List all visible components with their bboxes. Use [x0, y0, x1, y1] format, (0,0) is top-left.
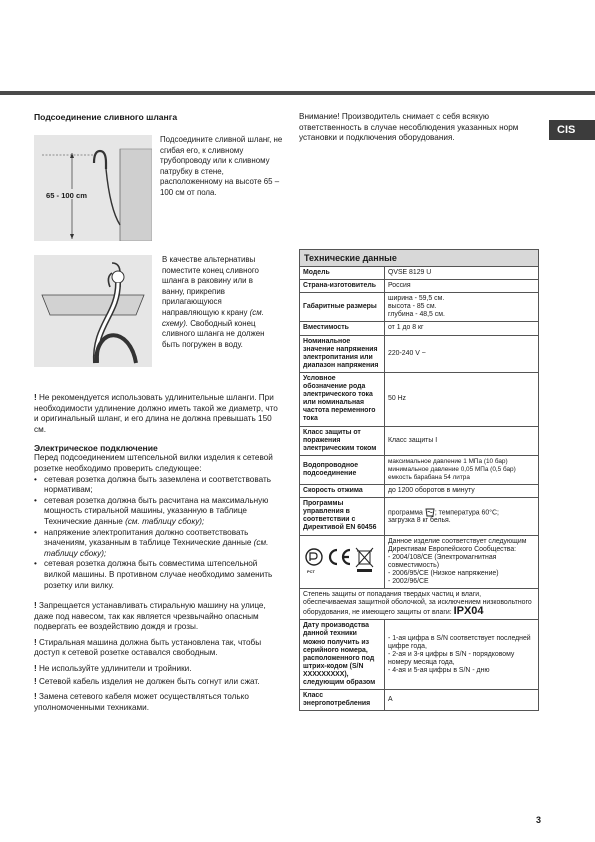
spec-key: Вместимость [300, 322, 385, 335]
spec-key: Дату производства данной техники можно получить из серийного номера, расположенного под штрих-кодом (S/N XXXXXXXXX), следующим образом [300, 620, 385, 690]
spec-key: Скорость отжима [300, 485, 385, 498]
spec-key: Водопроводное подсоединение [300, 455, 385, 484]
socket-access-warning-text: Стиральная машина должна быть установлена так, чтобы доступ к сетевой розетке оставался свободным. [34, 637, 262, 658]
sink-illustration [34, 255, 152, 367]
spec-key: Габаритные размеры [300, 293, 385, 322]
water-max-pressure: максимальное давление 1 МПа (10 бар) [388, 457, 508, 465]
spec-value: A [385, 690, 539, 711]
spec-key: Модель [300, 267, 385, 280]
ip-text: Степень защиты от попадания твердых частиц и влаги, обеспечиваемая защитной оболочкой, за исключением низковольтного оборудования, не имеющего защиты от влаги: [303, 591, 532, 617]
program-label: программа [388, 508, 423, 516]
table-row [300, 335, 539, 372]
ip-code: IPX04 [453, 605, 484, 618]
table-row [300, 485, 539, 498]
drain-instruction-2-italic: (см. схему). [162, 307, 264, 328]
table-row [300, 426, 539, 455]
spec-value [385, 535, 539, 589]
spec-value: QVSE 8129 U [385, 267, 539, 280]
left-column [34, 112, 284, 718]
table-row [300, 690, 539, 711]
ce-directive-emc: - 2004/108/CE (Электромагнитная совместимость) [388, 553, 497, 569]
table-row [300, 280, 539, 293]
spec-value: 220-240 V ~ [385, 335, 539, 372]
cable-bend-warning [34, 677, 284, 688]
warning-icon: ! [34, 664, 37, 674]
extension-cord-warning-text: Не используйте удлинители и тройники. [39, 664, 192, 674]
table-row [300, 293, 539, 322]
extension-warning-text: Не рекомендуется использовать удлинительные шланги. При необходимости удлинение должно иметь такой же диаметр, что и оригинальный шланг, и его длина не должна превышать 150 см. [34, 393, 278, 434]
ce-mark-icon [330, 550, 350, 564]
list-item: • сетевая розетка должна быть совместима штепсельной вилкой машины. В противном случае необходимо заменить розетку или вилку. [34, 559, 273, 590]
pct-code: PCT [307, 569, 315, 575]
ce-directive-weee: - 2002/96/CE [388, 578, 429, 585]
ce-directive-lv: - 2006/95/CE (Низкое напряжение) [388, 569, 499, 577]
drain-figure-1 [34, 135, 284, 249]
right-column [299, 112, 539, 708]
dim-depth: глубина - 48,5 см. [388, 311, 445, 319]
certification-logos [303, 545, 377, 575]
table-row [300, 322, 539, 335]
list-item: • сетевая розетка должна быть расчитана на максимальную мощность стиральной машины, указанную в таблице Технические данные (см. таблицу сбоку); [34, 495, 269, 526]
table-row [300, 455, 539, 484]
spec-value [385, 293, 539, 322]
dim-height: высота - 85 см. [388, 303, 437, 311]
serial-rule-day: - 4-ая и 5-ая цифры в S/N - дню [388, 666, 490, 674]
spec-value: Класс защиты I [385, 426, 539, 455]
list-item-text: сетевая розетка должна быть расчитана на максимальную мощность стиральной машины, указанную в таблице Технические данные [44, 495, 269, 526]
table-row [300, 535, 539, 589]
serial-rule-month: - 2-ая и 3-я цифры в S/N - порядковому номеру месяца года, [388, 650, 515, 666]
spec-key: Условное обозначение рода электрического тока или номинальная частота переменного тока [300, 372, 385, 426]
weee-bin-icon [356, 548, 373, 572]
liability-notice: Внимание! Производитель снимает с себя всякую ответственность в случае несоблюдения указанных норм установки и подключения оборудования. [299, 112, 519, 143]
spec-value [385, 620, 539, 690]
spec-key: Класс энергопотребления [300, 690, 385, 711]
drain-figure-2 [34, 255, 284, 393]
warning-icon: ! [34, 601, 37, 611]
list-item-text: напряжение электропитания должно соответствовать значениям, указанным в таблице Технические данные [44, 527, 252, 548]
ip-protection [300, 589, 539, 620]
ce-intro: Данное изделие соответствует следующим Директивам Европейского Сообщества: [388, 537, 527, 553]
drain-heading: Подсоединение сливного шланга [34, 112, 178, 122]
drain-instruction-2-part2: Свободный конец сливного шланга не должен быть погружен в воду. [162, 318, 265, 349]
spec-value [385, 498, 539, 535]
table-row [300, 589, 539, 620]
certification-marks [300, 535, 385, 589]
spec-value: до 1200 оборотов в минуту [385, 485, 539, 498]
warning-icon: ! [34, 692, 37, 702]
table-row [300, 620, 539, 690]
cotton-program-icon [425, 508, 435, 517]
spec-key: Номинальное значение напряжения электропитания или диапазон напряжения [300, 335, 385, 372]
table-row [300, 267, 539, 280]
list-item-italic: (см. таблицу сбоку); [125, 516, 205, 526]
spec-table [299, 249, 539, 711]
drain-height-label: 65 - 100 cm [46, 191, 87, 200]
cable-replace-warning-text: Замена сетевого кабеля может осуществляться только уполномоченными техниками. [34, 692, 249, 712]
spec-value [385, 455, 539, 484]
electric-checklist [34, 475, 284, 592]
cable-replace-warning [34, 692, 284, 713]
warning-icon: ! [34, 676, 37, 686]
spec-value: 50 Hz [385, 372, 539, 426]
drain-instruction-2 [162, 255, 272, 350]
list-item: • сетевая розетка должна быть заземлена и соответствовать нормативам; [34, 474, 271, 495]
spec-value: от 1 до 8 кг [385, 322, 539, 335]
extension-cord-warning [34, 664, 284, 675]
electric-intro: Перед подсоединением штепсельной вилки изделия к сетевой розетке необходимо проверить следующее: [34, 453, 273, 473]
list-item: • напряжение электропитания должно соответствовать значениям, указанным в таблице Технические данные (см. таблицу сбоку); [34, 527, 269, 558]
serial-rule-year: - 1-ая цифра в S/N соответствует последней цифре года, [388, 634, 531, 650]
spec-key: Программы управления в соответствии с Директивой EN 60456 [300, 498, 385, 535]
table-row [300, 498, 539, 535]
header-bar [0, 91, 595, 95]
drain-instruction-2-part1: В качестве альтернативы поместите конец сливного шланга в раковину или в ванну, прикрепив прилагающуюся направляющую к крану [162, 255, 259, 317]
drain-instruction-1: Подсоедините сливной шланг, не сгибая его, к сливному трубопроводу или к сливному патрубку в стене, расположенному на высоте 65 – 100 см от пола. [160, 135, 283, 197]
spec-key: Страна-изготовитель [300, 280, 385, 293]
extension-warning [34, 393, 284, 435]
socket-access-warning [34, 638, 284, 659]
water-min-pressure: минимальное давление 0,05 МПа (0,5 бар) [388, 465, 516, 473]
drain-height-illustration [34, 135, 152, 241]
spec-value: Россия [385, 280, 539, 293]
list-item-text: сетевая розетка должна быть совместима штепсельной вилкой машины. В противном случае необходимо заменить розетку или вилку. [44, 559, 273, 590]
region-tab: CIS [549, 120, 595, 140]
spec-title: Технические данные [300, 250, 539, 267]
list-item-italic: (см. таблицу сбоку); [44, 538, 269, 558]
dim-width: ширина - 59,5 см. [388, 295, 445, 303]
page-number: 3 [536, 815, 542, 825]
spec-key: Класс защиты от поражения электрическим током [300, 426, 385, 455]
outdoor-warning-text: Запрещается устанавливать стиральную машину на улице, даже под навесом, так как является чрезвычайно опасным подвергать ее воздействию дождя и грозы. [34, 601, 266, 632]
pct-mark-icon [306, 549, 322, 565]
program-load: загрузка 8 кг белья. [388, 517, 451, 524]
warning-icon: ! [34, 637, 37, 647]
outdoor-warning [34, 601, 284, 633]
program-temperature: ; температура 60°C; [434, 508, 499, 516]
electric-heading: Электрическое подключение [34, 443, 158, 454]
cable-bend-warning-text: Сетевой кабель изделия не должен быть согнут или сжат. [39, 676, 260, 686]
warning-icon: ! [34, 393, 37, 402]
drum-capacity: емкость барабана 54 литра [388, 473, 470, 481]
list-item-text: сетевая розетка должна быть заземлена и соответствовать нормативам; [44, 474, 271, 495]
table-row [300, 372, 539, 426]
